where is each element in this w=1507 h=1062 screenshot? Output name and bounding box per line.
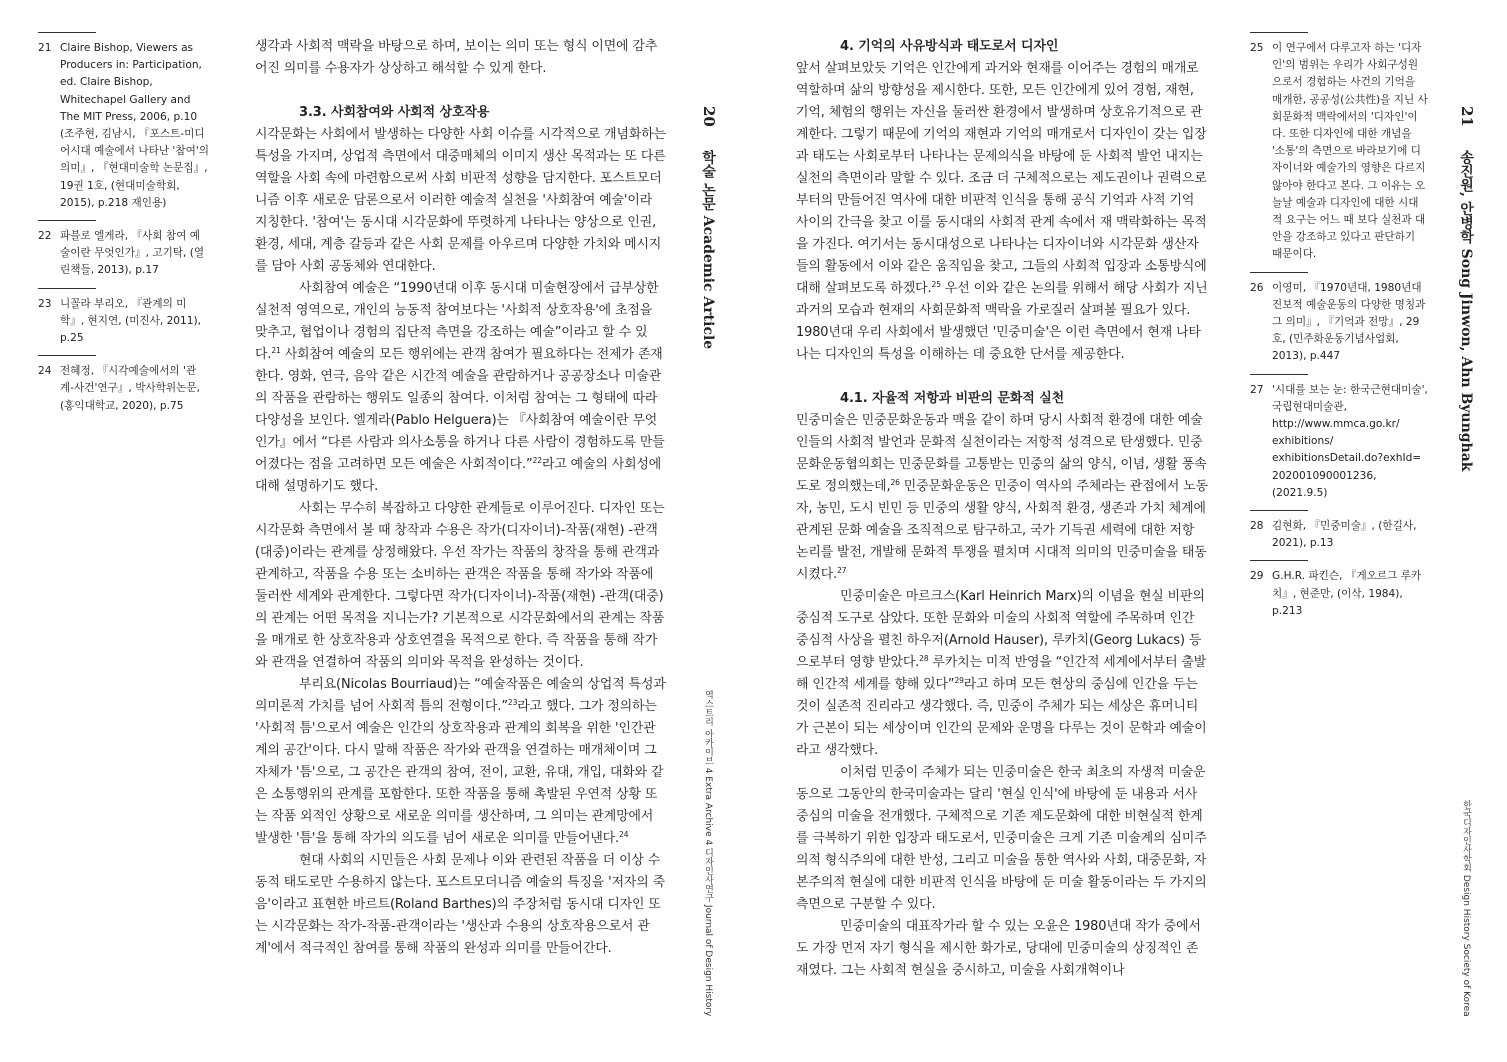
paragraph: 시각문화는 사회에서 발생하는 다양한 사회 이슈를 시각적으로 개념화하는 특성을 가지며, 상업적 측면에서 대중매체의 이미지 생산 목적과는 또 다른 역할을 사회 속에 마련함으로써 사회 비판적 성향을 담지한다. 포스트모더니즘 이후 새로운 담론으로서 이러한 예술적 실천을 '사회참여 예술'이라 지칭한다. '참여'는 동시대 시각문화에 뚜렷하게 나타나는 양상으로 인권, 환경, 세대, 계층 갈등과 같은 사회 문제를 아우르며 다양한 가치와 메시지를 담아 사회 공동체와 연대한다. [255,127,666,274]
text-run: 라고 예술의 사회성에 대해 설명하기도 했다. [255,457,662,494]
footnote-ref[interactable]: 25 [931,280,941,289]
page-number: 20 [700,106,718,127]
footnote-number: 23 [38,297,52,310]
footnote-ref[interactable]: 23 [507,698,518,707]
footnote-number: 25 [1250,42,1264,54]
footnote [1250,378,1428,502]
paragraph [255,278,667,498]
paragraph [796,410,1208,586]
gutter [740,0,766,1062]
footnote [1250,514,1428,552]
text-run: 사회참여 예술의 모든 행위에는 관객 참여가 필요하다는 전제가 존재한다. 영화, 연극, 음악 같은 시간적 예술을 관람하거나 공공장소나 미술관의 작품을 관람하는 행위도 일종의 참여다. 이처럼 참여는 그 형태에 따라 다양성을 보인다. 엘게라(Pablo Helguera)는 『사회참여 예술이란 무엇인가』에서 “다른 사람과 의사소통을 하거나 다른 사람이 경험하도록 만들어졌다는 점을 고려하면 모든 예술은 사회적이다.” [255,347,665,472]
footnote-text: '시대를 보는 눈: 한국근현대미술', 국립현대미술관, http://www.mmca.go.kr/ exhibitions/ exhibitionsDetail.do?exhId= 202001090001236, (2021.9.5) [1272,383,1428,499]
paragraph [796,586,1208,762]
footnote-ref[interactable]: 28 [919,654,929,663]
footnote [38,224,210,280]
footnote-text: 니꼴라 부리오, 『관계의 미학』, 현지연, (미진사, 2011), p.25 [60,297,202,345]
paragraph: 사회는 무수히 복잡하고 다양한 관계들로 이루어진다. 디자인 또는 시각문화 측면에서 볼 때 창작과 수용은 작가(디자이너)-작품(재현) -관객(대중)이라는 관계를 상정해왔다. 우선 작가는 작품의 창작을 통해 관객과 관계하고, 작품을 수용 또는 소비하는 관객은 작품을 통해 작가와 작품에 둘러싼 세계와 관계한다. 그렇다면 작가(디자이너)-작품(재현) -관객(대중)의 관계는 어떤 목적을 지니는가? 기본적으로 시각문화에서의 관계는 작품을 매개로 한 상호작용과 상호연결을 목적으로 한다. 즉 작품을 통해 작가와 관객을 연결하여 작품의 의미와 목적을 완성하는 것이다. [255,501,665,670]
footnote-ref[interactable]: 21 [271,346,281,355]
left-page [0,0,740,1062]
section-heading: 4. 기억의 사유방식과 태도로서 디자인 [840,39,1059,54]
footnote-text: 김현화, 『민중미술』, (한길사, 2021), p.13 [1272,520,1417,550]
paragraph: 생각과 사회적 맥락을 바탕으로 하며, 보이는 의미 또는 형식 이면에 감추어진 의미를 수용자가 상상하고 해석할 수 있게 한다. [255,39,658,76]
footnote-text: 이영미, 『1970년대, 1980년대 진보적 예술운동의 다양한 명칭과 그 의미』, 『기억과 전망』, 29호, (민주화운동기념사업회, 2013), p.447 [1272,281,1426,363]
footnote [38,292,210,348]
footnote-ref[interactable]: 27 [837,566,847,575]
footnote-text: 파블로 엘게라, 『사회 참여 예술이란 무엇인가』, 고기탁, (열린책들, 2013), p.17 [60,230,205,277]
footnote [1250,564,1428,620]
footnote-text: Claire Bishop, Viewers as Producers in: Participation, ed. Claire Bishop, Whitechapel Gallery and The MIT Press, 2006, p.10 (조주현, 김남시, 『포스트-미디어시대 예술에서 나타난 '참여'의 의미』, 『현대미술학 논문집』, 19권 1호, (현대미술학회, 2015), p.218 재인용) [60,42,209,209]
text-run: 우선 이와 같은 논의를 위해서 해당 사회가 지닌 과거의 모습과 현재의 사회문화적 맥락을 가로질러 살펴볼 필요가 있다. 1980년대 우리 사회에서 발생했던 '민중미술'은 이런 측면에서 현재 나타나는 디자인의 특성을 이해하는 데 중요한 단서를 제공한다. [796,281,1208,362]
footnote-ref[interactable]: 24 [619,830,629,839]
footnotes-right [1250,36,1428,632]
footnote-ref[interactable]: 26 [890,478,900,487]
footnote [38,36,210,212]
text-run: 사회참여 예술은 “1990년대 이후 동시대 미술현장에서 급부상한 실천적 영역으로, 개인의 능동적 참여보다는 '사회적 상호작용'에 초점을 맞추고, 협업이나 경험의 집단적 측면을 강조하는 예술”이라고 할 수 있다. [255,281,659,362]
footnote-number: 21 [38,42,52,54]
footnote-ref[interactable]: 22 [532,456,542,465]
author-names: 송진원, 안병학 Song Jinwon, Ahn Byunghak [1458,150,1474,472]
footnote [38,359,210,415]
footnote-text: 전혜정, 『시각예술에서의 '관계-사건'연구』, 박사학위논문, (홍익대학교, 2020), p.75 [60,365,200,412]
footnote-number: 26 [1250,281,1264,294]
footnote-number: 24 [38,365,52,378]
text-run: 앞서 살펴보았듯 기억은 인간에게 과거와 현재를 이어주는 경험의 매개로 역할하며 삶의 방향성을 제시한다. 또한, 모든 인간에게 있어 경험, 재현, 기억, 체험의 행위는 자신을 둘러싼 환경에서 발생하며 상호유기적으로 관계한다. 그렇기 때문에 기억의 재현과 기억의 매개로서 디자인이 갖는 입장과 태도는 사회로부터 나타나는 문제의식을 바탕에 둔 사회적 발언 내지는 실천의 측면이라 말할 수 있다. 조금 더 구체적으로는 제도권이나 권력으로부터의 만들어진 역사에 대한 비판적 인식을 통해 공식 기억과 사적 기억 사이의 간극을 찾고 이를 동시대의 사회적 관계 속에서 재 맥락화하는 목적을 가진다. 여기서는 동시대성으로 나타나는 디자이너와 시각문화 생산자들의 활동에서 이와 같은 움직임을 찾고, 그들의 사회적 입장과 소통방식에 대해 살펴보도록 하겠다. [796,61,1207,296]
footnote-number: 27 [1250,383,1264,396]
text-run: 민중문화운동은 민중이 역사의 주체라는 관점에서 노동자, 농민, 도시 빈민 등 민중의 생활 양식, 사회적 환경, 생존과 가치 체계에 관계된 문화 예술을 조직적으로 탐구하고, 국가 기득권 세력에 대한 저항 논리를 발전, 개발해 문화적 투쟁을 펼치며 시대적 의미의 민중미술을 태동시켰다. [796,479,1208,582]
footnote-ref[interactable]: 29 [954,676,964,685]
footnote-number: 29 [1250,570,1264,583]
body-text-right [796,36,1208,982]
page-number: 21 [1458,106,1476,127]
text-run: 라고 하며 모든 현상의 중심에 인간을 두는 것이 실존적 진리라고 생각했다. 즉, 민중이 주체가 되는 세상은 휴머니티가 근본이 되는 세상이며 인간의 문제와 운명을 다루는 것이 문학과 예술이라고 생각했다. [796,677,1207,758]
paragraph [255,674,667,850]
society-name: 한국디자인사학회 Design History Society of Korea [1461,800,1471,1017]
text-run: 민중미술은 민중문화운동과 맥을 같이 하며 당시 사회적 환경에 대한 예술인들의 사회적 발언과 문화적 실천이라는 저항적 성격으로 탄생했다. 민중문화운동협의회는 민중문화를 고통받는 민중의 삶의 양식, 이념, 생활 풍속도로 정의했는데, [796,413,1207,494]
text-run: 루카치는 미적 반영을 “인간적 세계에서부터 출발해 인간적 세계를 향해 있다” [796,655,1207,692]
footnotes-left [38,36,210,427]
section-heading: 4.1. 자율적 저항과 비판의 문화적 실천 [840,391,1065,406]
paragraph [796,58,1208,366]
text-run: 민중미술은 마르크스(Karl Heinrich Marx)의 이념을 현실 비판의 중심적 도구로 삼았다. 또한 문화와 미술의 사회적 역할에 주목하며 인간 중심적 사상을 펼친 하우저(Arnold Hauser), 루카치(Georg Lukacs) 등으로부터 영향 받았다. [796,589,1205,670]
footnote-text: 이 연구에서 다루고자 하는 '디자인'의 범위는 우리가 사회구성원으로서 경험하는 사건의 기억을 매개한, 공공성(公共性)을 지닌 사회문화적 맥락에서의 '디자인'이다. 또한 디자인에 대한 개념을 '소통'의 측면으로 바라보기에 디자이너와 예술가의 영향은 다르지 않아야 한다고 본다. 그 이유는 오늘날 예술과 디자인에 대한 시대적 요구는 어느 때 보다 실천과 대안을 강조하고 있다고 판단하기 때문이다. [1272,42,1428,261]
paragraph: 이처럼 민중이 주체가 되는 민중미술은 한국 최초의 자생적 미술운동으로 그동안의 한국미술과는 달리 '현실 인식'에 바탕에 둔 내용과 서사 중심의 미술을 전개했다. 구체적으로 기존 제도문화에 대한 비현실적 한계를 극복하기 위한 입장과 태도로서, 민중미술은 크게 기존 미술계의 심미주의적 형식주의에 대한 반성, 그리고 미술을 통한 역사와 사회, 대중문화, 자본주의적 현실에 대한 비판적 인식을 바탕에 둔 미술 활동이라는 두 가지의 측면으로 구분할 수 있다. [796,765,1207,912]
body-text-left [255,36,667,960]
footnote-number: 22 [38,230,52,243]
paragraph: 현대 사회의 시민들은 사회 문제나 이와 관련된 작품을 더 이상 수동적 태도로만 수용하지 않는다. 포스트모더니즘 예술의 특징을 '저자의 죽음'이라고 표현한 바르트(Roland Barthes)의 주장처럼 동시대 디자인 또는 시각문화는 작가-작품-관객이라는 '생산과 수용의 상호작용으로서 관계'에서 적극적인 참여를 통해 작품의 완성과 의미를 만들어간다. [255,853,665,956]
footnote [1250,36,1428,264]
journal-title: 역스트리 아카이브 4 Extra Archive 4 디자인사연구 Journal of Design History [703,690,713,1017]
footnote [1250,276,1428,366]
paragraph: 민중미술의 대표작가라 할 수 있는 오윤은 1980년대 작가 중에서도 가장 먼저 자기 형식을 제시한 화가로, 당대에 민중미술의 상징적인 존재였다. 그는 사회적 현실을 중시하고, 미술을 사회개혁이나 [796,919,1201,978]
running-title: 학술 논문 Academic Article [700,150,716,350]
text-run: 라고 했다. 그가 정의하는 '사회적 틈'으로서 예술은 인간의 상호작용과 관계의 회복을 위한 '인간관계의 공간'이다. 다시 말해 작품은 작가와 관객을 연결하는 매개체이며 그 자체가 '틈'으로, 그 공간은 관객의 참여, 전이, 교환, 유대, 개입, 대화와 같은 소통행위의 관계를 포함한다. 또한 작품을 통해 촉발된 우연적 상황 또는 작품 외적인 상황으로 새로운 의미를 생산하며, 그 의미는 관계망에서 발생한 '틈'을 통해 작가의 의도를 넘어 새로운 의미를 만들어낸다. [255,699,664,846]
footnote-text: G.H.R. 파킨슨, 『게오르그 루카치』, 현준만, (이삭, 1984), p.213 [1272,570,1422,617]
text-run: 부리요(Nicolas Bourriaud)는 “예술작품은 예술의 상업적 특성과 의미론적 가치를 넘어 사회적 틈의 전형이다.” [255,677,666,714]
footnote-number: 28 [1250,520,1264,533]
section-heading: 3.3. 사회참여와 사회적 상호작용 [299,105,490,120]
right-page [766,0,1507,1062]
